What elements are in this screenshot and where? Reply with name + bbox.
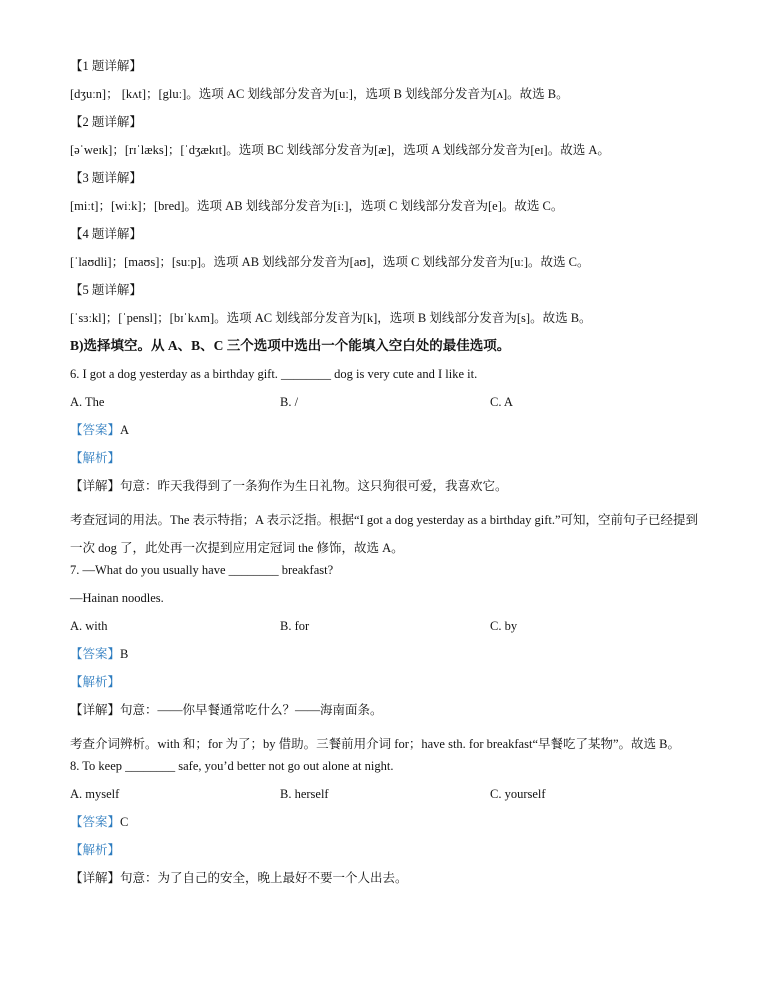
- analysis-header-1: 【1 题详解】: [70, 59, 142, 73]
- analysis-body-1: [dʒuːn]； [kʌt]；[gluː]。选项 AC 划线部分发音为[uː]，选项 B 划线部分发音为[ʌ]。故选 B。: [70, 87, 569, 101]
- answer-label: 【答案】: [70, 423, 121, 437]
- question-6-options: [70, 394, 710, 422]
- question-7-answer: [70, 646, 710, 674]
- answer-value: B: [120, 647, 129, 661]
- analysis-body-4: [ˈlaʊdli]；[maʊs]；[suːp]。选项 AB 划线部分发音为[aʊ]，选项 C 划线部分发音为[uː]。故选 C。: [70, 255, 590, 269]
- question-8-detail: 【详解】句意：为了自己的安全，晚上最好不要一个人出去。: [70, 871, 408, 885]
- option-b: B. /: [280, 395, 299, 409]
- analysis-body-2: [əˈweɪk]；[rɪˈlæks]；[ˈdʒækɪt]。选项 BC 划线部分发音为[æ]，选项 A 划线部分发音为[eɪ]。故选 A。: [70, 143, 610, 157]
- option-a: A. with: [70, 619, 108, 633]
- option-b: B. herself: [280, 787, 329, 801]
- question-6-detail: 【详解】句意：昨天我得到了一条狗作为生日礼物。这只狗很可爱，我喜欢它。: [70, 479, 508, 493]
- question-8-analysis-label: 【解析】: [70, 843, 121, 857]
- analysis-header-3: 【3 题详解】: [70, 171, 142, 185]
- section-b-heading: B)选择填空。从 A、B、C 三个选项中选出一个能填入空白处的最佳选项。: [70, 338, 511, 353]
- analysis-header-4: 【4 题详解】: [70, 227, 142, 241]
- option-c: C. by: [490, 619, 518, 633]
- question-6-answer: [70, 422, 710, 450]
- option-b: B. for: [280, 619, 310, 633]
- question-7-options: [70, 618, 710, 646]
- question-7-stem: 7. —What do you usually have ________ breakfast?: [70, 563, 334, 577]
- question-7-detail: 【详解】句意：——你早餐通常吃什么？——海南面条。: [70, 703, 383, 717]
- analysis-body-5: [ˈsɜːkl]；[ˈpensl]；[bɪˈkʌm]。选项 AC 划线部分发音为[k]，选项 B 划线部分发音为[s]。故选 B。: [70, 311, 592, 325]
- question-8-answer: [70, 814, 710, 842]
- question-6-explanation: 考查冠词的用法。The 表示特指；A 表示泛指。根据“I got a dog yesterday as a birthday gift.”可知，空前句子已经提到一次 dog 了，此处再一次提到应用定冠词 the 修饰，故选 A。: [70, 513, 699, 555]
- option-c: C. yourself: [490, 787, 546, 801]
- question-8-options: [70, 786, 710, 814]
- option-c: C. A: [490, 395, 513, 409]
- question-6-stem: 6. I got a dog yesterday as a birthday gift. ________ dog is very cute and I like it.: [70, 367, 478, 381]
- option-a: A. myself: [70, 787, 120, 801]
- answer-value: A: [120, 423, 130, 437]
- question-8-stem: 8. To keep ________ safe, you’d better not go out alone at night.: [70, 759, 394, 773]
- option-a: A. The: [70, 395, 105, 409]
- question-7-explanation: 考查介词辨析。with 和；for 为了；by 借助。三餐前用介词 for；have sth. for breakfast“早餐吃了某物”。故选 B。: [70, 737, 680, 751]
- analysis-body-3: [miːt]；[wiːk]；[bred]。选项 AB 划线部分发音为[iː]，选项 C 划线部分发音为[e]。故选 C。: [70, 199, 564, 213]
- answer-value: C: [120, 815, 129, 829]
- answer-label: 【答案】: [70, 815, 121, 829]
- question-7-stem-reply: —Hainan noodles.: [70, 591, 164, 605]
- question-7-analysis-label: 【解析】: [70, 675, 121, 689]
- question-6-analysis-label: 【解析】: [70, 451, 121, 465]
- document-page: [70, 58, 710, 898]
- answer-label: 【答案】: [70, 647, 121, 661]
- analysis-header-2: 【2 题详解】: [70, 115, 142, 129]
- analysis-header-5: 【5 题详解】: [70, 283, 142, 297]
